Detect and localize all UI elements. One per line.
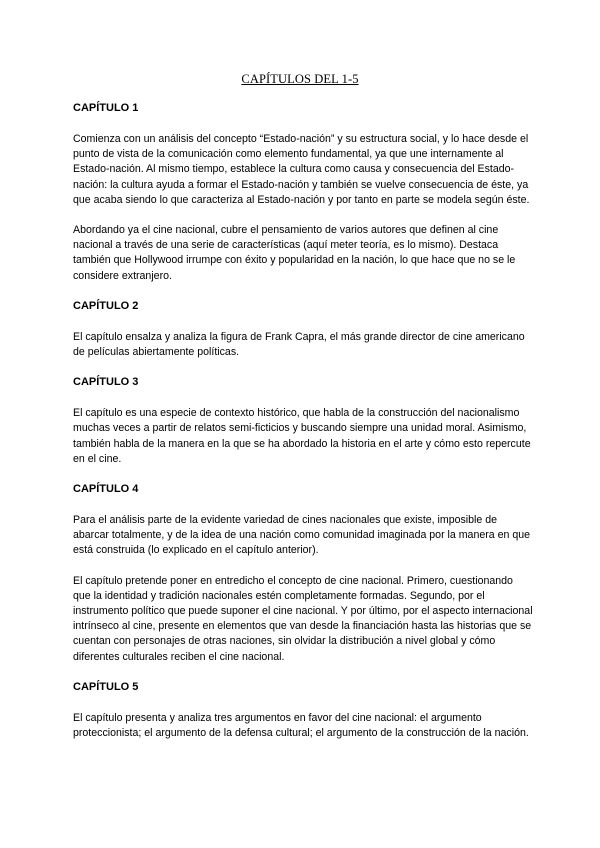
paragraph: El capítulo ensalza y analiza la figura de Frank Capra, el más grande director de cine americano de películas abiertamente políticas.: [73, 330, 525, 359]
paragraph: El capítulo presenta y analiza tres argumentos en favor del cine nacional: el argumento proteccionista; el argumento de la defensa cultural; el argumento de la construcción de la nación.: [73, 711, 529, 740]
chapter-1: [73, 101, 533, 284]
paragraph: Para el análisis parte de la evidente variedad de cines nacionales que existe, imposible de abarcar totalmente, y de la idea de una nación como comunidad imaginada por la manera en que está construida (lo explicado en el capítulo anterior).: [73, 514, 531, 557]
chapter-3: [73, 375, 533, 467]
page-title: CAPÍTULOS DEL 1-5: [241, 72, 359, 86]
paragraph: Abordando ya el cine nacional, cubre el pensamiento de varios autores que definen al cine nacional a través de una serie de características (aquí meter teoría, es lo mismo). Destaca también que Hollywood irrumpe con éxito y popularidad en la nación, lo que hace que no se le considere extranjero.: [73, 224, 516, 282]
paragraph: El capítulo es una especie de contexto histórico, que habla de la construcción del nacionalismo muchas veces a partir de relatos semi-ficticios y buscando siempre una unidad moral. Asimismo, también habla de la manera en la que se ha abordado la historia en el arte y cómo esto repercute en el cine.: [73, 407, 531, 465]
chapter-heading: CAPÍTULO 2: [73, 299, 139, 312]
document-body: [73, 101, 533, 756]
chapter-heading: CAPÍTULO 5: [73, 680, 139, 693]
chapter-4: [73, 482, 533, 665]
paragraph: Comienza con un análisis del concepto “Estado-nación” y su estructura social, y lo hace desde el punto de vista de la comunicación como elemento fundamental, ya que une internamente al Estado-nación. Al mismo tiempo, establece la cultura como causa y consecuencia del Estado-nación: la cultura ayuda a formar el Estado-nación y también se vuelve consecuencia de éste, ya que acaba siendo lo que caracteriza al Estado-nación y por tanto en parte se modela según éste.: [73, 133, 530, 206]
chapter-heading: CAPÍTULO 3: [73, 376, 139, 389]
chapter-2: [73, 299, 533, 360]
chapter-heading: CAPÍTULO 4: [73, 483, 139, 496]
chapter-heading: CAPÍTULO 1: [73, 102, 139, 114]
paragraph: El capítulo pretende poner en entredicho el concepto de cine nacional. Primero, cuestionando que la identidad y tradición nacionales estén completamente formadas. Segundo, por el instrumento político que puede suponer el cine nacional. Y por último, por el aspecto internacional intrínseco al cine, presente en elementos que van desde la financiación hasta las historias que se cuentan con personajes de otras naciones, sin olvidar la distribución a nivel global y cómo diferentes culturales reciben el cine nacional.: [73, 574, 533, 663]
chapter-5: [73, 680, 533, 741]
